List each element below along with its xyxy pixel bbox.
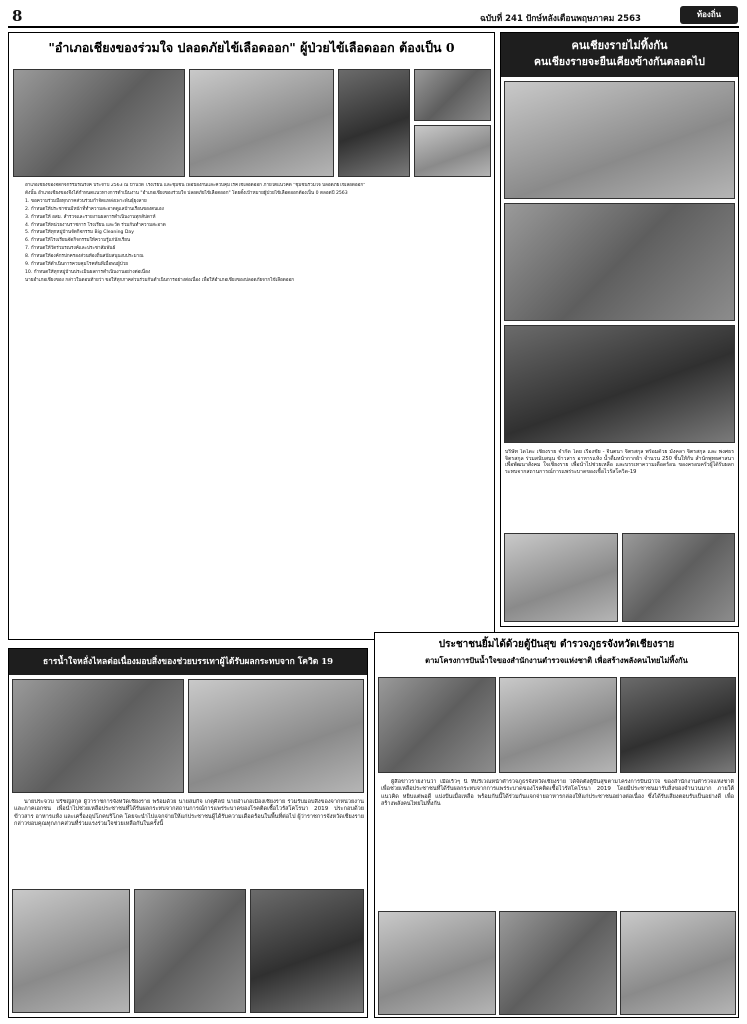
paragraph: 7. กำหนดให้วัดร่วมรณรงค์และประชาสัมพันธ์: [25, 246, 116, 252]
photo-community: [414, 69, 491, 121]
photo-donation-5: [622, 533, 735, 622]
photo-donation-3: [504, 325, 735, 443]
story-relief-body: นายประจวบ ปรัชญ์สกุล ผู้ว่าราชการจังหวัดเชียงราย พร้อมด้วย นายสมกิจ เกตุศิลป์ นายอำเภอเมืองเชียงราย ร่วมรับมอบสิ่งของจากหน่วยงานและภาคเอกชน เพื่อนำไปช่วยเหลือประชาชนที่ได้รับผลกระทบจากสถานการณ์การแพร่ระบาดของโรคติดเชื้อไวรัสโคโรนา 2019 ประกอบด้วยข้าวสาร อาหารแห้ง และเครื่องอุปโภคบริโภค โดยจะนำไปแจกจ่ายให้แก่ประชาชนผู้ได้รับความเดือดร้อนในพื้นที่ต่อไป ผู้ว่าราชการจังหวัดเชียงราย กล่าวขอบคุณทุกภาคส่วนที่ร่วมแรงร่วมใจช่วยเหลือกันในครั้งนี้: [14, 799, 364, 828]
paragraph: อำเภอเชียงของจัดกิจกรรมรณรงค์ ประจำปี 2563 ณ บ้านวัด โรงเรียน และชุมชน เพื่อป้องกันและควบคุมโรคไข้เลือดออก ภายใต้แนวคิด "ชุมชนร่วมใจ ปลอดภัยไข้เลือดออก": [25, 183, 366, 188]
donation-caption: บริษัท ไดโดะ เชียงราย จำกัด โดย เรืองชัย - จินตนา จิตรสกุล พร้อมด้วย มังคลา จิตรสกุล และ พงศธร จิตรสกุล ร่วมสนับสนุน ข้าวสาร อาหารแห้ง น้ำดื่มหน้ากากผ้า จำนวน 250 ชิ้นให้กับ สำนักพุทธศาสนาเพื่อพัฒนาสังคม ใจเชียงราย เพื่อนำไปช่วยเหลือ และบรรเทาความเดือดร้อน ของครอบครัวผู้ได้รับผลกระทบจากสถานการณ์การแพร่ระบาดของเชื้อไวรัสโควิด-19: [505, 449, 734, 475]
story-donation-headline: [501, 33, 738, 77]
photo-relief-1: [12, 679, 184, 793]
photo-police-6: [620, 911, 736, 1015]
headline-line-1: คนเชียงรายไม่ทิ้งกัน: [571, 39, 668, 52]
photo-police-2: [499, 677, 617, 773]
story-dengue: [8, 32, 495, 640]
photo-cleaning: [414, 125, 491, 177]
story-police-headline: [375, 633, 738, 673]
page-header: [8, 6, 739, 26]
story-donation: [500, 32, 739, 627]
photo-donation-1: [504, 81, 735, 199]
header-rule: [8, 26, 739, 28]
headline-line-1: ประชาชนยิ้มได้ด้วยตู้ปันสุข ตำรวจภูธรจังหวัดเชียงราย: [438, 639, 675, 650]
photo-donation-2: [504, 203, 735, 321]
paragraph: 8. กำหนดให้องค์กรปกครองส่วนท้องถิ่นสนับสนุนงบประมาณ: [25, 254, 144, 260]
photo-donation-4: [504, 533, 618, 622]
paragraph: 1. ขอความร่วมมือทุกภาคส่วนร่วมกำจัดแหล่งเพาะพันธุ์ยุงลาย: [25, 198, 147, 204]
paragraph: 4. กำหนดให้หน่วยงานราชการ โรงเรียน และวัด ร่วมกันทำความสะอาด: [25, 222, 166, 228]
story-police: [374, 632, 739, 1018]
story-dengue-body: [15, 183, 490, 635]
photo-relief-2: [188, 679, 364, 793]
photo-police-4: [378, 911, 496, 1015]
paragraph: นายอำเภอเชียงของ กล่าวในตอนท้ายว่า ขอให้ทุกภาคส่วนร่วมกันดำเนินการอย่างต่อเนื่อง เพื่อให้อำเภอเชียงของปลอดภัยจากไข้เลือดออก: [25, 277, 295, 283]
paragraph: ดังนั้น อำเภอเชียงของจึงได้กำหนดแนวทางการดำเนินงาน "อำเภอเชียงของร่วมใจ ปลอดภัยไข้เลือดออก" โดยตั้งเป้าหมายผู้ป่วยไข้เลือดออกต้องเป็น 0 ตลอดปี 2563: [25, 190, 348, 196]
paragraph: 3. กำหนดให้ อสม. สำรวจและรายงานผลการดำเนินงานทุกสัปดาห์: [25, 214, 156, 220]
headline-line-2: ตามโครงการปันน้ำใจของสำนักงานตำรวจแห่งชาติ เพื่อสร้างพลังคนไทยไม่ทิ้งกัน: [425, 656, 688, 665]
page-number: 8: [12, 7, 23, 25]
paragraph: 2. กำหนดให้ประชาชนมีหน้าที่ทำความสะอาดดูแลบ้านเรือนของตนเอง: [25, 206, 164, 212]
photo-police-5: [499, 911, 617, 1015]
photo-speaker: [338, 69, 410, 177]
newspaper-logo: [680, 6, 738, 24]
logo-text: ท้องถิ่น: [696, 10, 722, 19]
photo-relief-3: [12, 889, 130, 1013]
paragraph: 10. กำหนดให้ทุกหมู่บ้านประเมินผลการดำเนินงานอย่างต่อเนื่อง: [25, 269, 151, 275]
photo-group: [189, 69, 334, 177]
photo-meeting: [13, 69, 185, 177]
photo-police-1: [378, 677, 496, 773]
paragraph: 6. กำหนดให้โรงเรียนจัดกิจกรรมให้ความรู้แก่นักเรียน: [25, 238, 131, 244]
photo-relief-4: [134, 889, 246, 1013]
issue-line: ฉบับที่ 241 ปักษ์หลังเดือนพฤษภาคม 2563: [480, 14, 641, 24]
headline-text: ธารน้ำใจหลั่งไหลต่อเนื่องมอบสิ่งของช่วยบรรเทาผู้ได้รับผลกระทบจาก โควิด 19: [42, 657, 334, 667]
story-relief-headline: [9, 649, 367, 675]
paragraph: 9. กำหนดให้ดำเนินการควบคุมโรคทันทีเมื่อพบผู้ป่วย: [25, 262, 128, 268]
story-relief: [8, 648, 368, 1018]
story-police-body: ผู้สื่อข่าวรายงานว่า เมื่อเร็วๆ นี้ ที่บริเวณหน้าตำรวจภูธรจังหวัดเชียงราย ได้จัดตั้งตู้ปันสุขตามโครงการปันน้ำใจ ของสำนักงานตำรวจแห่งชาติ เพื่อช่วยเหลือประชาชนที่ได้รับผลกระทบจากการแพร่ระบาดของโรคติดเชื้อไวรัสโคโรนา 2019 โดยมีประชาชนมารับสิ่งของจำนวนมาก ภายใต้แนวคิด หยิบแต่พอดี แบ่งปันเมื่อเหลือ พร้อมกันนี้ได้ร่วมกันแจกจ่ายอาหารกล่องให้แก่ประชาชนอย่างต่อเนื่อง ซึ่งได้รับเสียงตอบรับเป็นอย่างดี เพื่อสร้างพลังคนไทยไม่ทิ้งกัน: [381, 779, 734, 808]
photo-relief-5: [250, 889, 364, 1013]
headline-text: "อำเภอเชียงของร่วมใจ ปลอดภัยไข้เลือดออก" ผู้ป่วยไข้เลือดออก ต้องเป็น 0: [48, 40, 455, 55]
story-dengue-headline: [9, 33, 494, 63]
photo-police-3: [620, 677, 736, 773]
paragraph: 5. กำหนดให้ทุกหมู่บ้านจัดกิจกรรม Big Cleaning Day: [25, 230, 134, 236]
headline-line-2: คนเชียงรายจะยืนเคียงข้างกันตลอดไป: [534, 56, 705, 68]
